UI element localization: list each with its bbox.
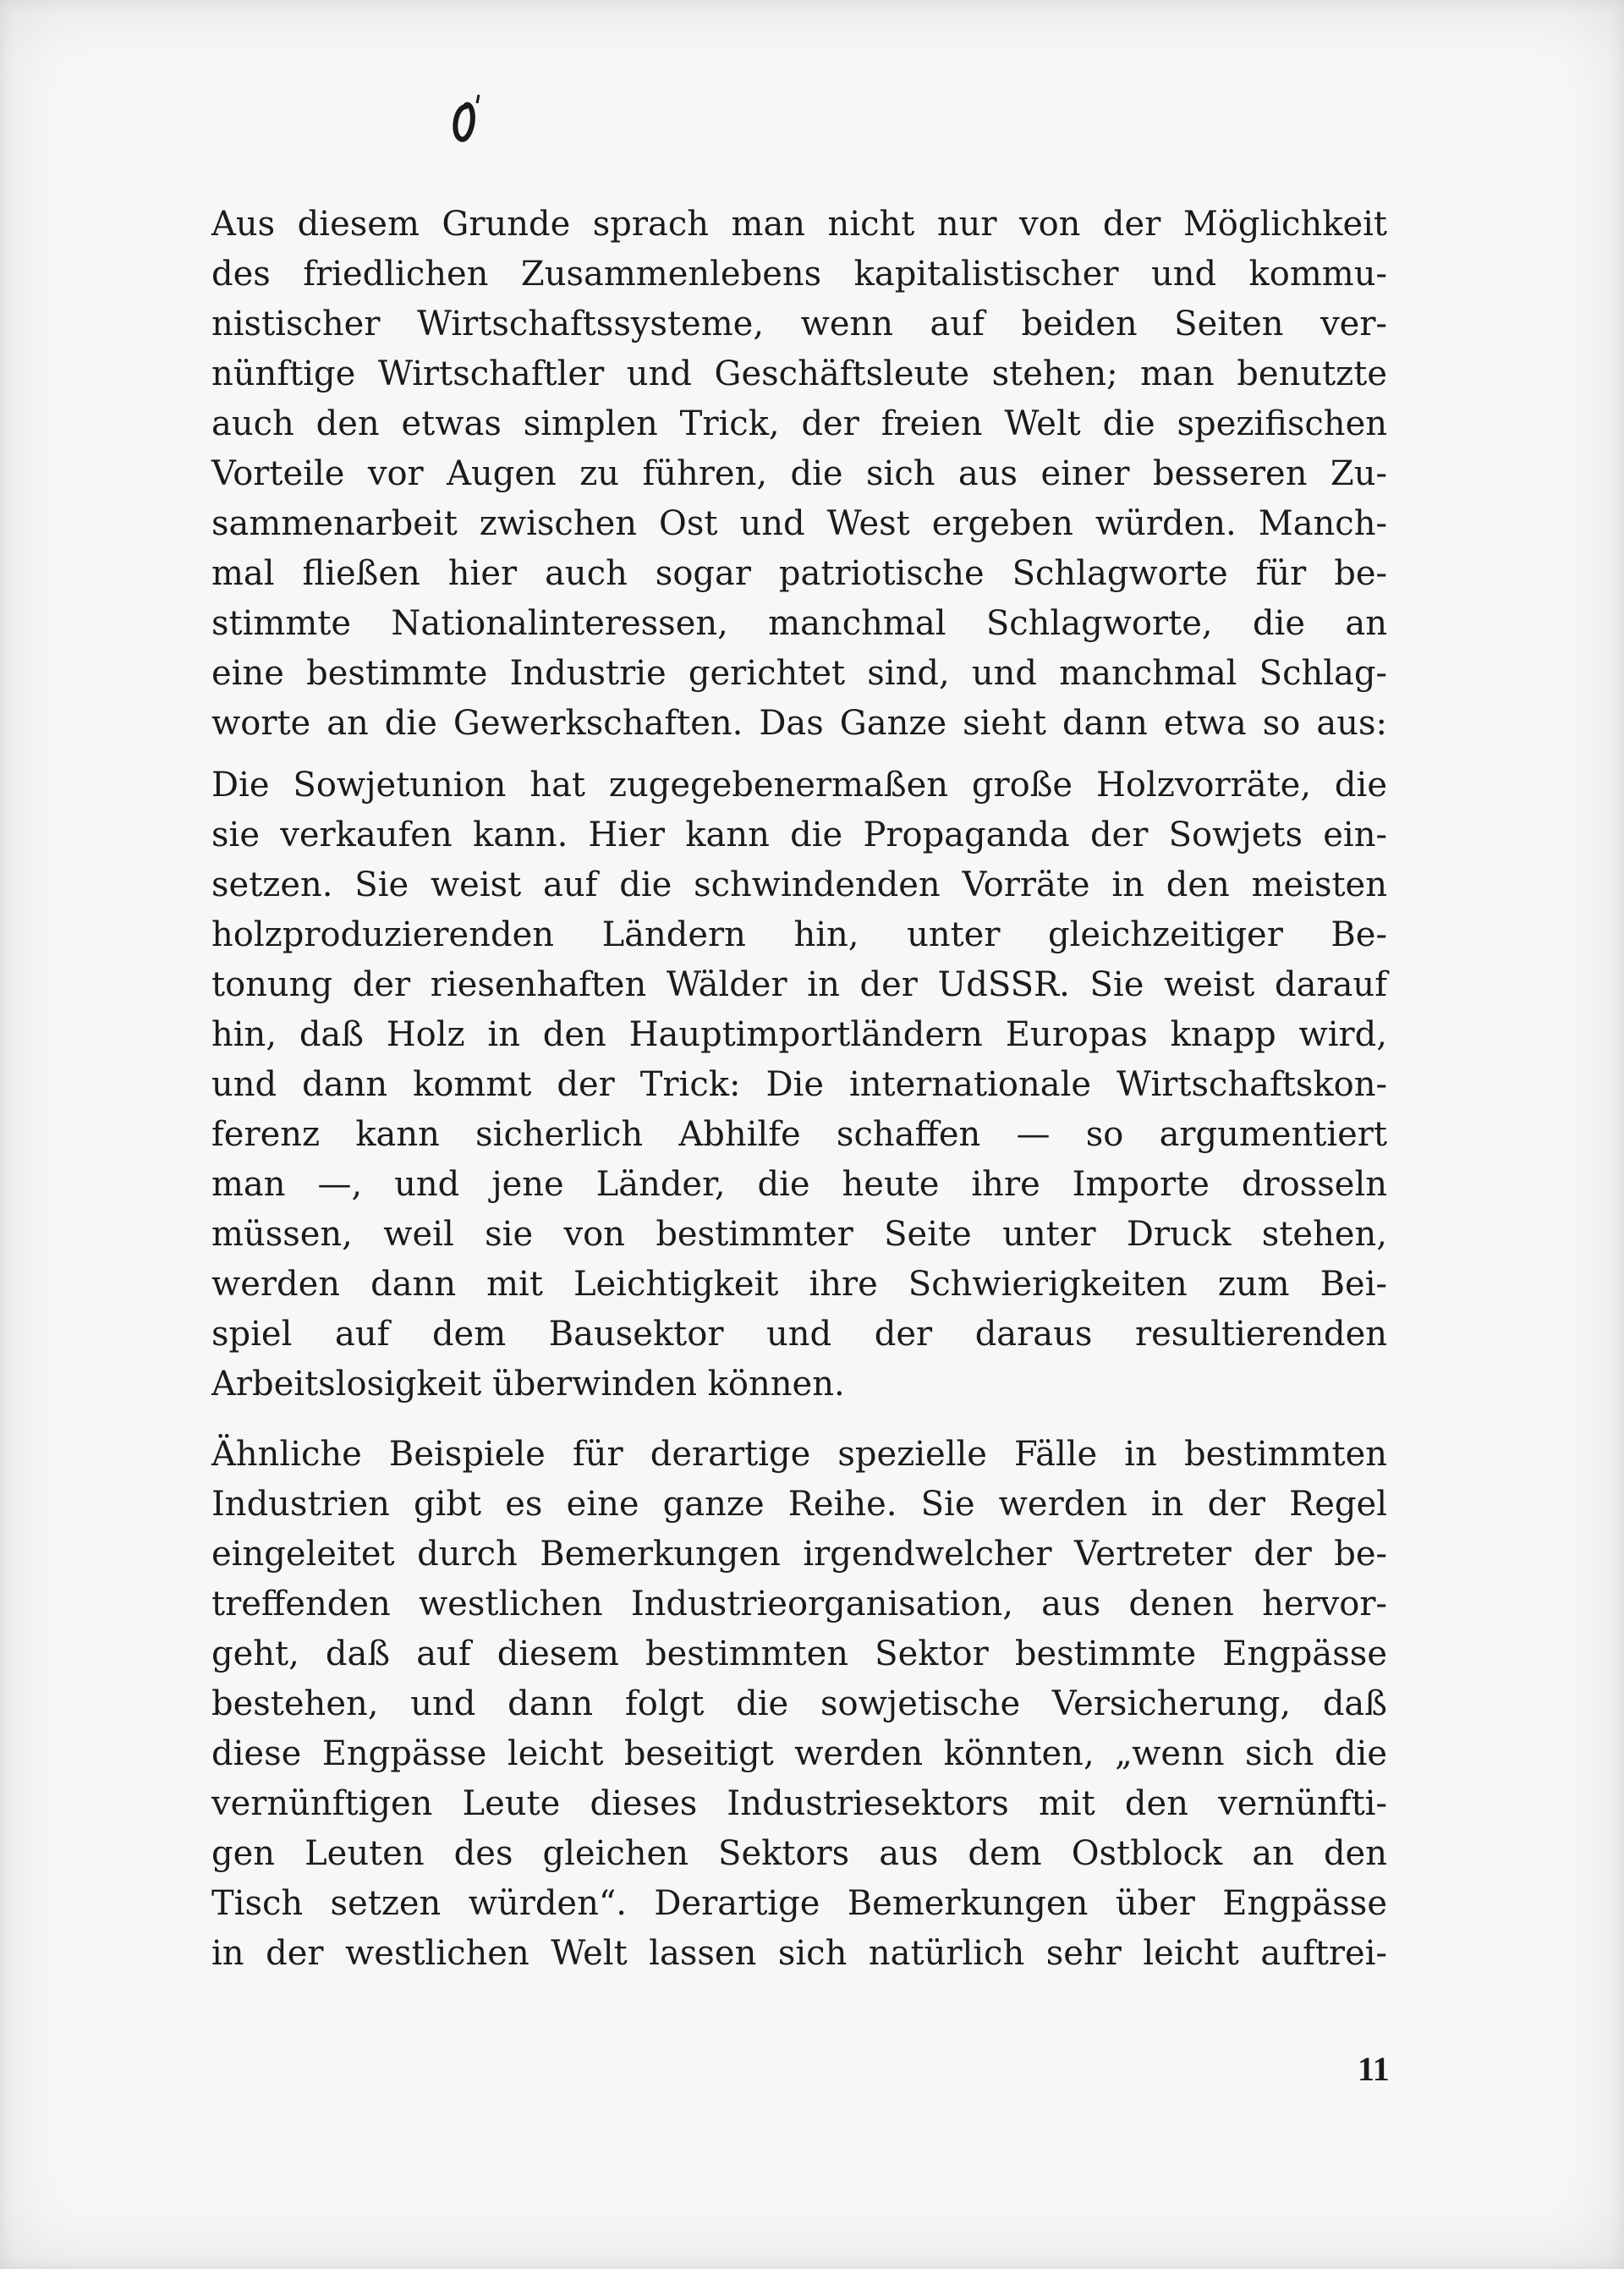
text-line: Arbeitslosigkeit überwinden können.	[211, 1365, 845, 1404]
text-line: treffenden westlichen Industrieorganisation, aus denen hervor-	[211, 1585, 1387, 1623]
page-number: 11	[1358, 2050, 1390, 2088]
paragraph-2	[211, 761, 1387, 1409]
text-line: Industrien gibt es eine ganze Reihe. Sie werden in der Regel	[211, 1485, 1387, 1524]
text-line: vernünftigen Leute dieses Industriesektors mit den vernünfti-	[211, 1784, 1387, 1823]
paragraph-1	[211, 200, 1387, 749]
text-line: nünftige Wirtschaftler und Geschäftsleute stehen; man benutzte	[211, 354, 1387, 393]
text-line: holzproduzierenden Ländern hin, unter gleichzeitiger Be-	[211, 915, 1387, 954]
text-line: tonung der riesenhaften Wälder in der UdSSR. Sie weist darauf	[211, 965, 1387, 1004]
text-line: ferenz kann sicherlich Abhilfe schaffen — so argumentiert	[211, 1115, 1387, 1154]
text-line: Aus diesem Grunde sprach man nicht nur von der Möglichkeit	[211, 205, 1387, 244]
text-line: hin, daß Holz in den Hauptimportländern Europas knapp wird,	[211, 1015, 1387, 1054]
body-text	[211, 200, 1387, 1991]
text-line: des friedlichen Zusammenlebens kapitalistischer und kommu-	[211, 255, 1387, 294]
text-line: bestehen, und dann folgt die sowjetische Versicherung, daß	[211, 1684, 1387, 1723]
text-line: eine bestimmte Industrie gerichtet sind, und manchmal Schlag-	[211, 654, 1387, 693]
text-line: stimmte Nationalinteressen, manchmal Schlagworte, die an	[211, 604, 1387, 643]
text-line: Vorteile vor Augen zu führen, die sich aus einer besseren Zu-	[211, 454, 1387, 493]
text-line: mal fließen hier auch sogar patriotische Schlagworte für be-	[211, 554, 1387, 593]
text-line: Tisch setzen würden“. Derartige Bemerkungen über Engpässe	[211, 1884, 1387, 1923]
text-line: werden dann mit Leichtigkeit ihre Schwierigkeiten zum Bei-	[211, 1265, 1387, 1304]
text-line: sammenarbeit zwischen Ost und West ergeben würden. Manch-	[211, 504, 1387, 543]
text-line: geht, daß auf diesem bestimmten Sektor bestimmte Engpässe	[211, 1634, 1387, 1673]
text-line: eingeleitet durch Bemerkungen irgendwelcher Vertreter der be-	[211, 1535, 1387, 1574]
text-line: in der westlichen Welt lassen sich natürlich sehr leicht auftrei-	[211, 1934, 1387, 1973]
text-line: müssen, weil sie von bestimmter Seite unter Druck stehen,	[211, 1215, 1387, 1254]
text-line: auch den etwas simplen Trick, der freien Welt die spezifischen	[211, 404, 1387, 443]
text-line: Ähnliche Beispiele für derartige spezielle Fälle in bestimmten	[211, 1435, 1387, 1474]
text-line: diese Engpässe leicht beseitigt werden könnten, „wenn sich die	[211, 1734, 1387, 1773]
text-line: nistischer Wirtschaftssysteme, wenn auf beiden Seiten ver-	[211, 305, 1387, 343]
text-line: setzen. Sie weist auf die schwindenden Vorräte in den meisten	[211, 865, 1387, 904]
handwritten-mark	[440, 91, 491, 151]
text-line: und dann kommt der Trick: Die internationale Wirtschaftskon-	[211, 1065, 1387, 1104]
paragraph-3	[211, 1430, 1387, 1979]
text-line: gen Leuten des gleichen Sektors aus dem Ostblock an den	[211, 1834, 1387, 1873]
text-line: sie verkaufen kann. Hier kann die Propaganda der Sowjets ein-	[211, 816, 1387, 854]
text-line: worte an die Gewerkschaften. Das Ganze sieht dann etwa so aus:	[211, 704, 1387, 743]
text-line: spiel auf dem Bausektor und der daraus resultierenden	[211, 1315, 1387, 1354]
text-line: Die Sowjetunion hat zugegebenermaßen große Holzvorräte, die	[211, 766, 1387, 805]
text-line: man —, und jene Länder, die heute ihre Importe drosseln	[211, 1165, 1387, 1204]
